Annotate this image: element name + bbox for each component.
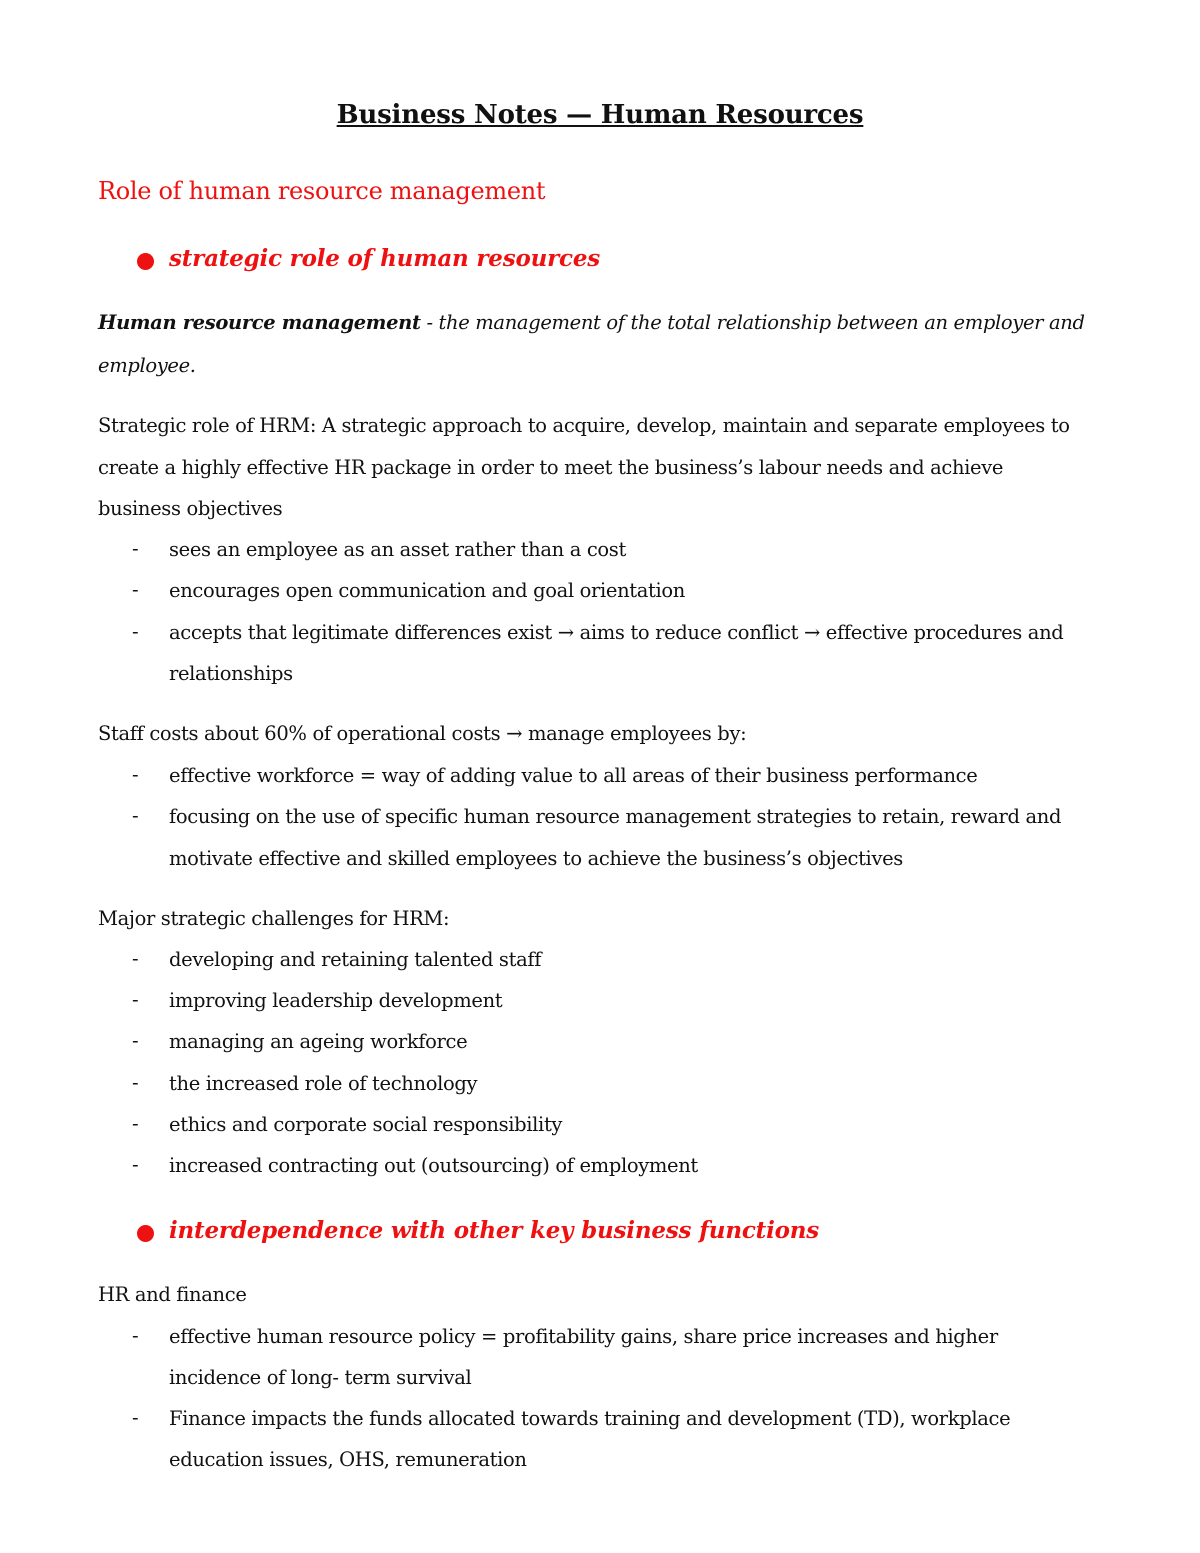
list-item-continuation: relationships bbox=[169, 662, 293, 685]
list-item: ethics and corporate social responsibility bbox=[169, 1113, 563, 1136]
dash-bullet: - bbox=[132, 1406, 139, 1429]
dash-bullet: - bbox=[132, 804, 139, 827]
dash-bullet: - bbox=[132, 1153, 139, 1176]
dash-bullet: - bbox=[132, 988, 139, 1011]
paragraph-line: Major strategic challenges for HRM: bbox=[98, 907, 450, 930]
list-item: effective workforce = way of adding value to all areas of their business performance bbox=[169, 764, 978, 787]
dash-bullet: - bbox=[132, 763, 139, 786]
definition-term: Human resource management bbox=[98, 311, 421, 334]
dash-bullet: - bbox=[132, 1112, 139, 1135]
dash-bullet: - bbox=[132, 537, 139, 560]
red-bullet-icon bbox=[137, 253, 154, 270]
dash-bullet: - bbox=[132, 1071, 139, 1094]
list-item: encourages open communication and goal orientation bbox=[169, 579, 686, 602]
paragraph-line: create a highly effective HR package in order to meet the business’s labour needs and achieve bbox=[98, 456, 1004, 479]
subheading-strategic-role: strategic role of human resources bbox=[169, 245, 601, 272]
dash-bullet: - bbox=[132, 1324, 139, 1347]
list-item-continuation: incidence of long- term survival bbox=[169, 1366, 472, 1389]
page-title: Business Notes — Human Resources bbox=[336, 100, 864, 130]
list-item-continuation: motivate effective and skilled employees to achieve the business’s objectives bbox=[169, 847, 903, 870]
red-bullet-icon bbox=[137, 1225, 154, 1242]
definition-line bbox=[98, 311, 1085, 334]
section-heading: Role of human resource management bbox=[98, 177, 546, 205]
dash-bullet: - bbox=[132, 578, 139, 601]
paragraph-line: Staff costs about 60% of operational costs → manage employees by: bbox=[98, 722, 747, 745]
list-item: sees an employee as an asset rather than a cost bbox=[169, 538, 626, 561]
list-item: accepts that legitimate differences exist → aims to reduce conflict → effective procedures and bbox=[169, 621, 1064, 644]
definition-continuation: employee. bbox=[98, 354, 196, 377]
list-item: focusing on the use of specific human resource management strategies to retain, reward and bbox=[169, 805, 1062, 828]
list-item: increased contracting out (outsourcing) of employment bbox=[169, 1154, 698, 1177]
list-item: improving leadership development bbox=[169, 989, 503, 1012]
list-item: managing an ageing workforce bbox=[169, 1030, 468, 1053]
list-item: developing and retaining talented staff bbox=[169, 948, 542, 971]
paragraph-line: Strategic role of HRM: A strategic approach to acquire, develop, maintain and separate employees to bbox=[98, 414, 1070, 437]
list-item: Finance impacts the funds allocated towards training and development (TD), workplace bbox=[169, 1407, 1011, 1430]
definition-text: - the management of the total relationship between an employer and bbox=[420, 311, 1085, 334]
subheading-interdependence: interdependence with other key business functions bbox=[169, 1217, 820, 1244]
list-item: the increased role of technology bbox=[169, 1072, 478, 1095]
dash-bullet: - bbox=[132, 620, 139, 643]
list-item: effective human resource policy = profitability gains, share price increases and higher bbox=[169, 1325, 998, 1348]
list-item-continuation: education issues, OHS, remuneration bbox=[169, 1448, 527, 1471]
dash-bullet: - bbox=[132, 1029, 139, 1052]
paragraph-line: business objectives bbox=[98, 497, 283, 520]
paragraph-line: HR and finance bbox=[98, 1283, 247, 1306]
dash-bullet: - bbox=[132, 947, 139, 970]
